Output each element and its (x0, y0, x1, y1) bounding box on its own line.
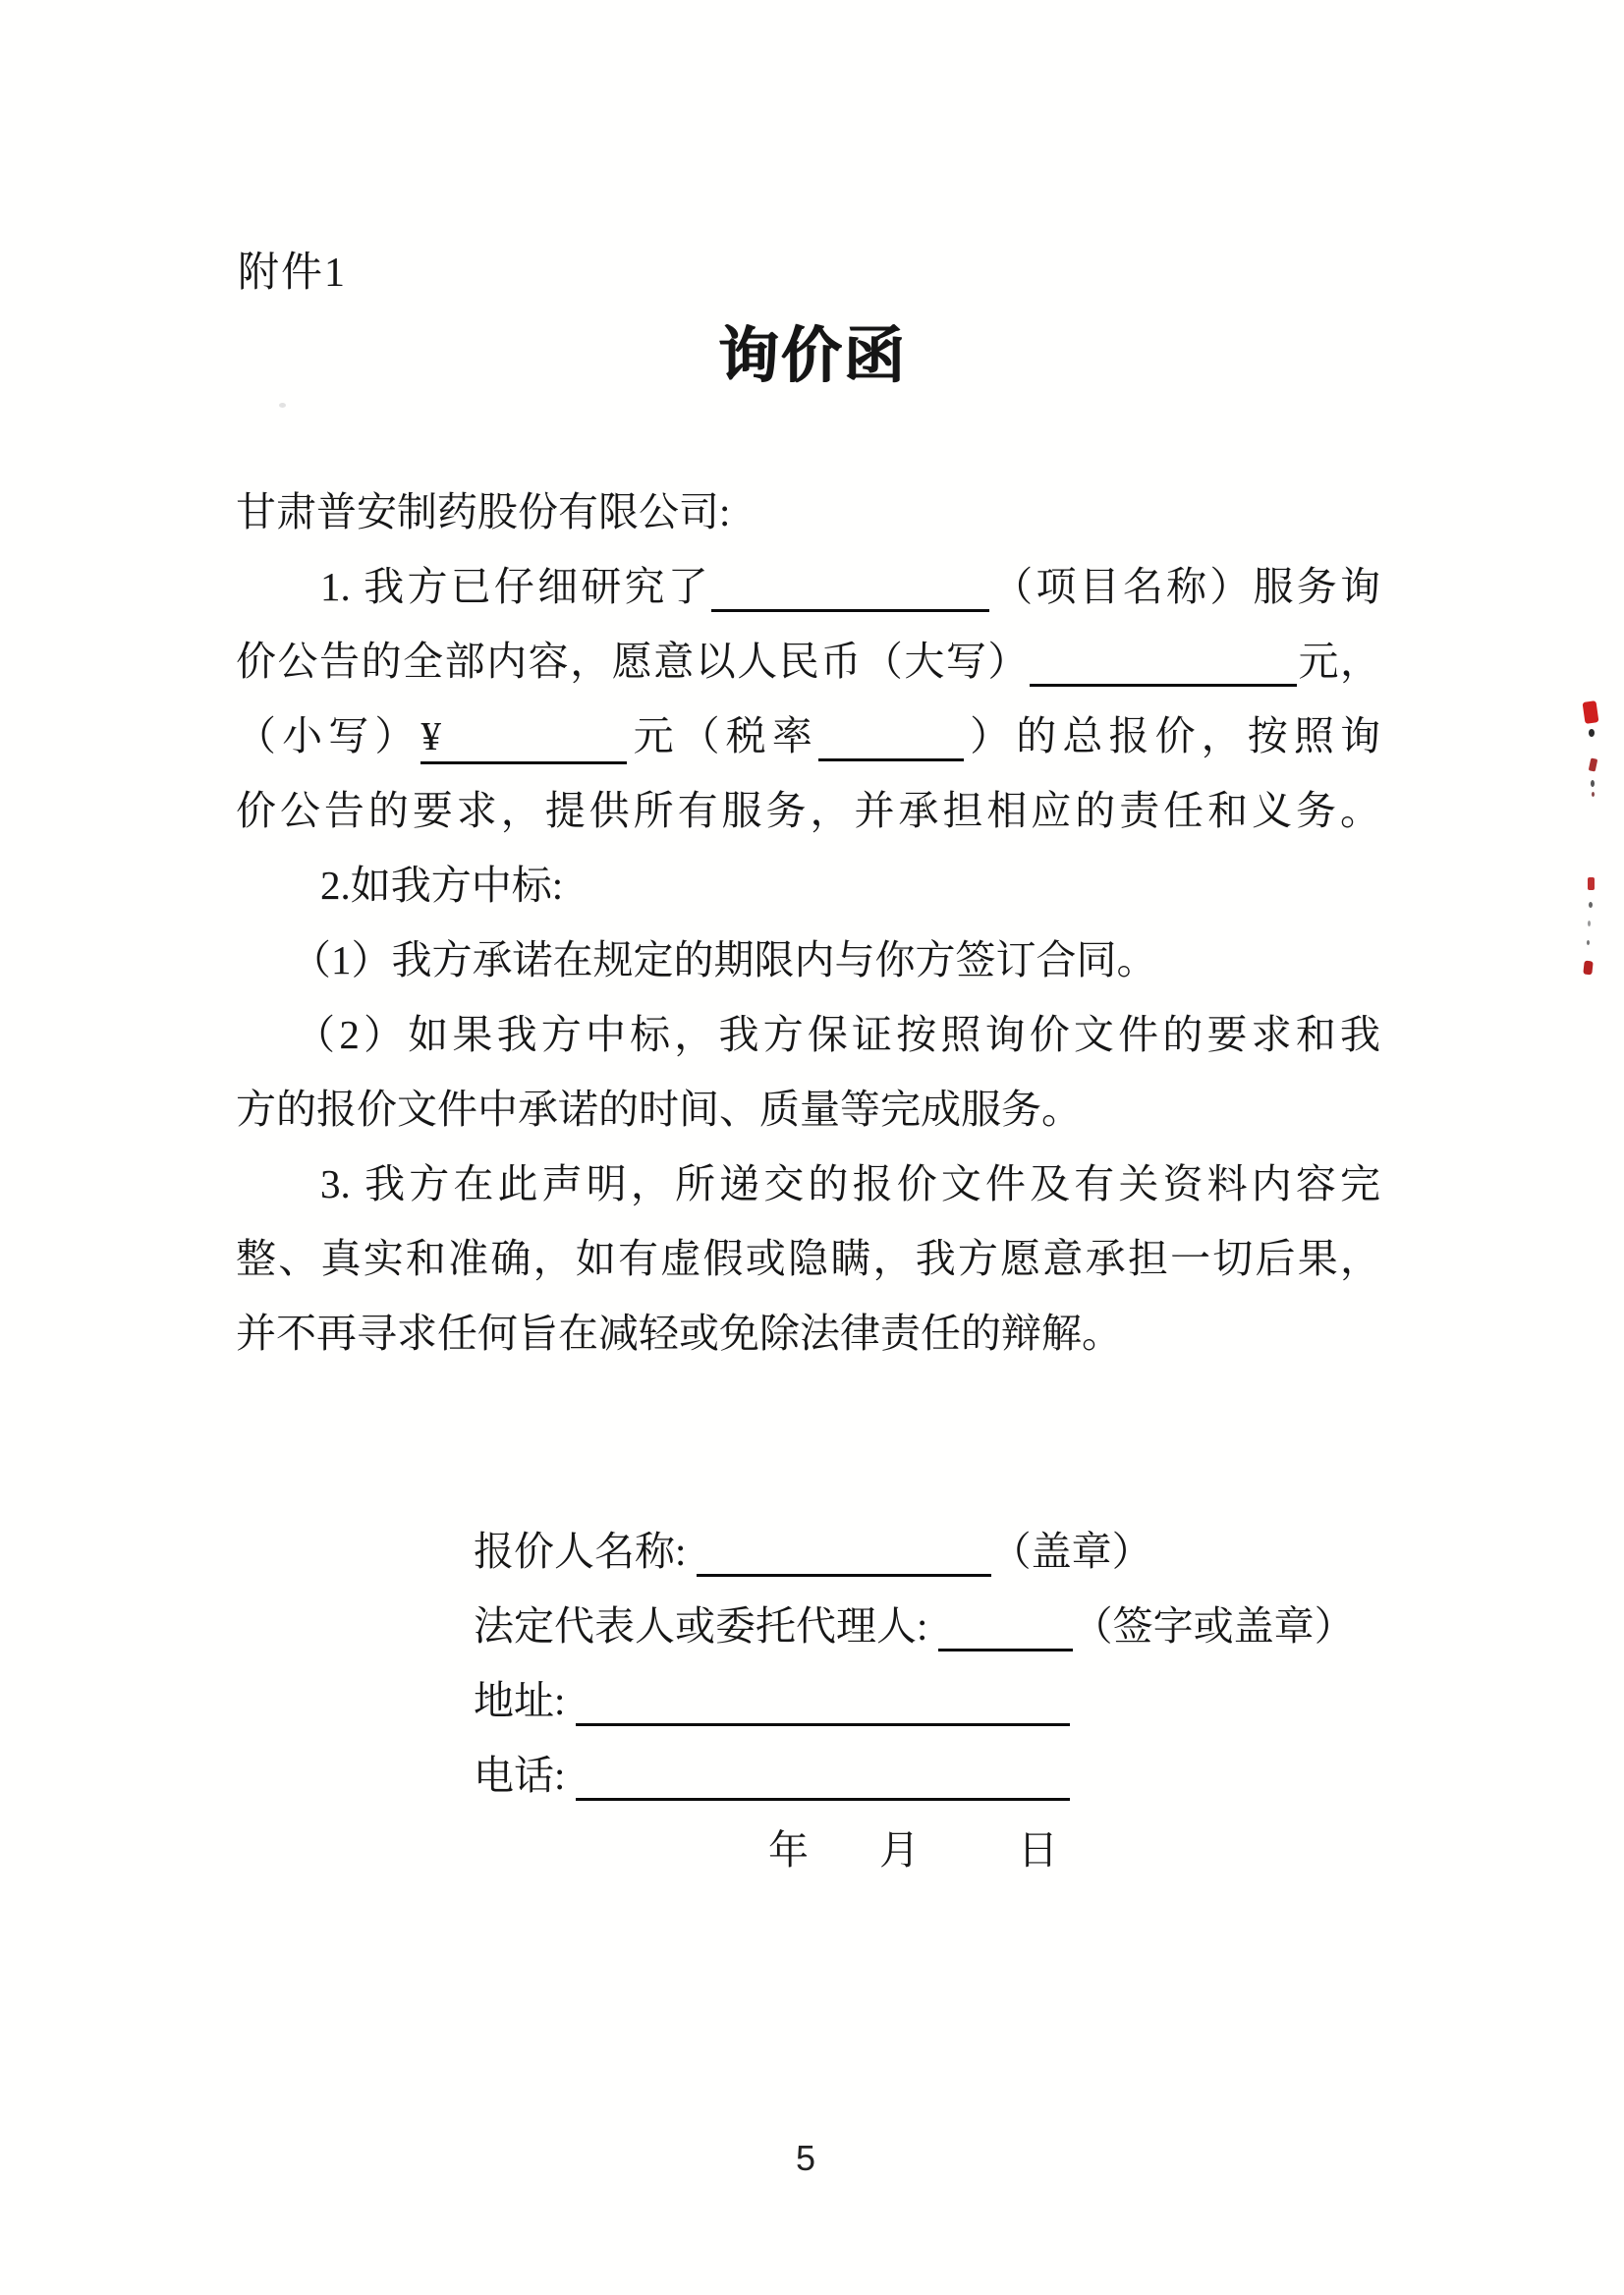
text-line (236, 1221, 1380, 1296)
indent-space (236, 898, 320, 899)
text-run: （1）我方承诺在规定的期限内与你方签订合同。 (291, 937, 1157, 982)
text-line (236, 475, 1380, 549)
text-run: 元（税率 (627, 713, 819, 758)
attachment-label: 附件1 (238, 251, 348, 296)
scan-artifact (1589, 902, 1593, 908)
text-run: 1. 我方已仔细研究了 (320, 564, 711, 609)
blank-underline (697, 1574, 991, 1577)
gap-space (809, 1863, 879, 1864)
blank-underline (576, 1798, 1070, 1801)
text-run: 方的报价文件中承诺的时间、质量等完成服务。 (236, 1087, 1082, 1132)
text-line (236, 848, 1380, 923)
scan-artifact (279, 403, 286, 408)
text-run: 日 (1018, 1827, 1058, 1873)
blank-underline (576, 1723, 1070, 1726)
text-line (474, 1663, 1456, 1738)
text-line (236, 1072, 1380, 1147)
page-number: 5 (795, 2138, 816, 2178)
text-run: （小写） (236, 713, 421, 758)
blank-underline (1030, 684, 1297, 687)
text-run: 法定代表人或委托代理人: (474, 1603, 938, 1649)
indent-space (236, 973, 291, 974)
letter-body (236, 475, 1380, 1371)
text-run: 年 (768, 1827, 809, 1873)
text-line (236, 773, 1380, 848)
text-run: 月 (879, 1827, 920, 1873)
text-line (236, 624, 1380, 699)
text-run: 整、真实和准确，如有虚假或隐瞒，我方愿意承担一切后果， (236, 1236, 1380, 1281)
text-run: ）的总报价，按照询 (964, 713, 1381, 758)
document-title: 询价函 (717, 323, 907, 390)
text-run: （项目名称）服务询 (989, 564, 1380, 609)
indent-space (236, 1047, 291, 1048)
text-run: 地址: (474, 1678, 576, 1723)
text-run: 2.如我方中标: (320, 863, 564, 908)
text-run: 3. 我方在此声明，所递交的报价文件及有关资料内容完 (320, 1161, 1380, 1206)
signature-block (474, 1514, 1456, 1887)
scan-artifact-red (1583, 700, 1599, 724)
scan-artifact-red (1588, 877, 1595, 890)
text-run: 价公告的全部内容，愿意以人民币（大写） (236, 639, 1030, 684)
text-line (236, 923, 1380, 997)
text-run: 电话: (474, 1753, 576, 1798)
blank-underline: ¥ (420, 710, 627, 764)
scan-artifact-red (1583, 961, 1593, 976)
text-run: （盖章） (990, 1529, 1152, 1574)
text-run: 元， (1296, 639, 1381, 684)
scan-artifact (1591, 780, 1595, 787)
text-line (474, 1813, 1456, 1887)
text-line (236, 1296, 1380, 1371)
text-run: 甘肃普安制药股份有限公司: (236, 489, 731, 534)
text-line (236, 549, 1380, 624)
indent-space (236, 599, 320, 600)
scan-artifact (1588, 921, 1591, 926)
scan-artifact (1587, 940, 1590, 945)
text-run: （签字或盖章） (1072, 1603, 1355, 1649)
blank-underline (938, 1649, 1073, 1651)
text-line (236, 699, 1380, 773)
text-run: （2）如果我方中标，我方保证按照询价文件的要求和我 (291, 1012, 1380, 1057)
text-line (474, 1589, 1456, 1663)
text-run: 报价人名称: (474, 1529, 697, 1574)
text-line (236, 997, 1380, 1072)
blank-underline (818, 758, 964, 761)
text-line (474, 1514, 1456, 1589)
scan-artifact (1592, 792, 1595, 797)
text-run: 价公告的要求，提供所有服务，并承担相应的责任和义务。 (236, 788, 1380, 833)
gap-space (920, 1863, 1018, 1864)
blank-underline (711, 609, 989, 612)
indent-space (474, 1863, 768, 1864)
scan-artifact (1589, 729, 1595, 737)
text-line (236, 1147, 1380, 1221)
scan-artifact-red (1589, 757, 1598, 771)
text-line (474, 1738, 1456, 1813)
indent-space (236, 1197, 320, 1198)
text-run: 并不再寻求任何旨在减轻或免除法律责任的辩解。 (236, 1311, 1122, 1356)
